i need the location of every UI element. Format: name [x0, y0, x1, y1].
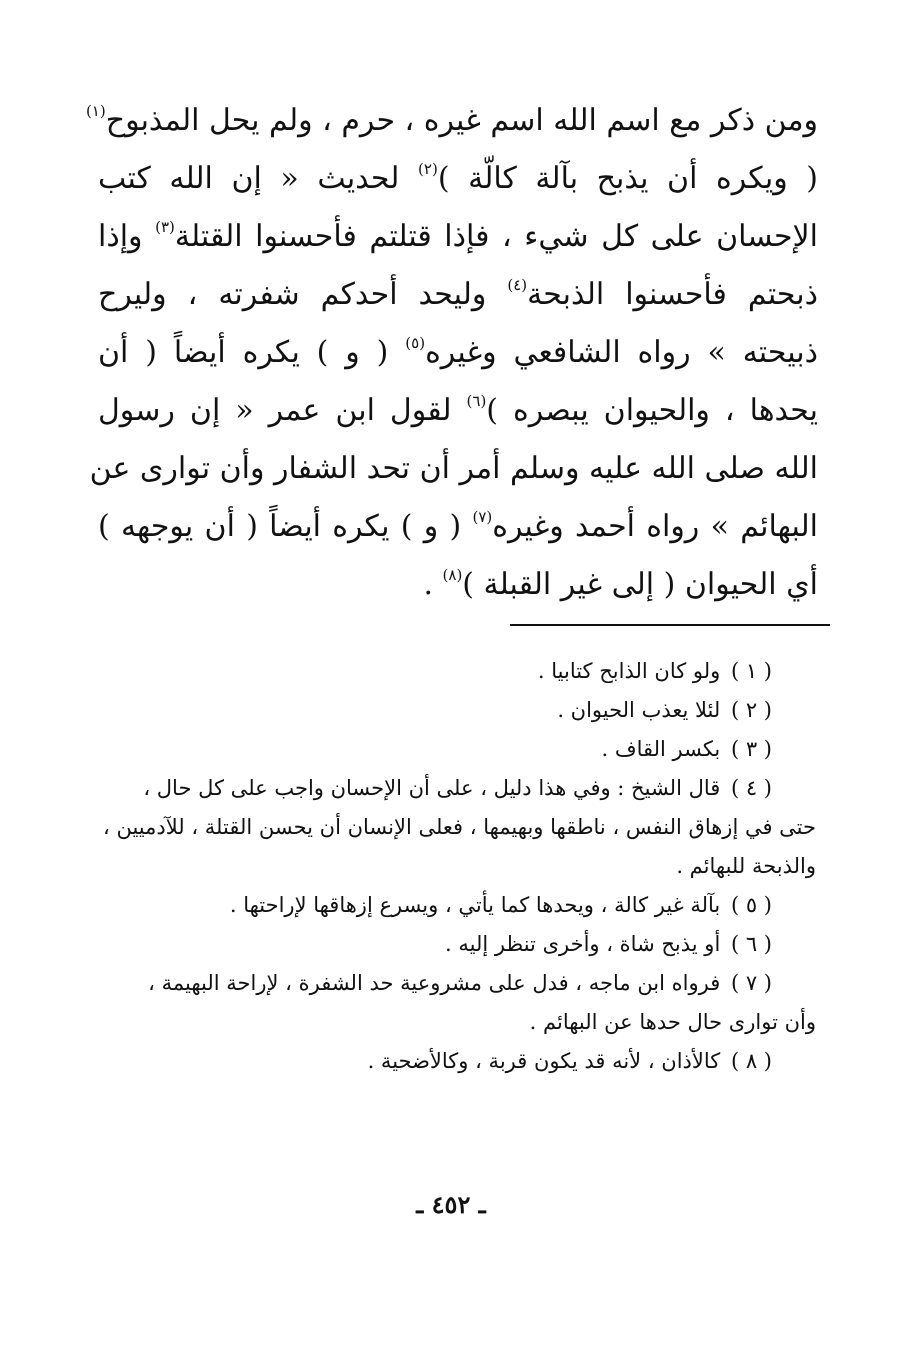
- main-line: [85, 92, 818, 150]
- main-line: [89, 440, 818, 498]
- main-line: [98, 324, 818, 382]
- footnotes: [92, 652, 816, 1081]
- footnote-number: ( ٦ ): [730, 932, 772, 956]
- footnote-number: ( ٧ ): [730, 971, 772, 995]
- main-line: [98, 556, 818, 614]
- footnote: [92, 1042, 816, 1081]
- footnote-number: ( ٢ ): [730, 698, 772, 722]
- line-text-rest: لحديث « إن الله كتب: [98, 161, 419, 196]
- line-text: الإحسان على كل شيء ، فإذا قتلتم فأحسنوا القتلة: [174, 219, 818, 254]
- footnote-continuation: [92, 847, 816, 886]
- line-text-rest: لقول ابن عمر « إن رسول: [98, 393, 467, 428]
- footnote-text: بآلة غير كالة ، ويحدها كما يأتي ، ويسرع إزهاقها لإراحتها .: [229, 893, 721, 917]
- line-text: أي الحيوان ( إلى غير القبلة ): [462, 567, 818, 602]
- line-text-rest: وليحد أحدكم شفرته ، وليرح: [98, 277, 508, 312]
- footnote-ref: (٢): [418, 160, 438, 178]
- footnote-ref: (٨): [442, 566, 463, 584]
- footnote-ref: (٦): [466, 392, 487, 410]
- footnote: [92, 652, 816, 691]
- footnote-text: بكسر القاف .: [601, 737, 721, 761]
- footnote: [92, 886, 816, 925]
- line-text-rest: ( و ) يكره أيضاً ( أن يوجهه ): [98, 509, 473, 544]
- footnote: [92, 769, 816, 808]
- footnote-continuation: [92, 1003, 816, 1042]
- footnote-number: ( ٣ ): [730, 737, 772, 761]
- line-text: البهائم » رواه أحمد وغيره: [492, 509, 819, 544]
- line-text: يحدها ، والحيوان يبصره ): [486, 393, 818, 428]
- footnote: [92, 925, 816, 964]
- line-text: ذبحتم فأحسنوا الذبحة: [527, 277, 818, 312]
- footnote: [92, 691, 816, 730]
- line-text: الله صلى الله عليه وسلم أمر أن تحد الشفار وأن توارى عن: [89, 451, 818, 486]
- footnote-text: لئلا يعذب الحيوان .: [557, 698, 721, 722]
- footnote-number: ( ٤ ): [730, 776, 772, 800]
- line-text: ومن ذكر مع اسم الله اسم غيره ، حرم ، ولم يحل المذبوح: [105, 103, 818, 138]
- footnote-number: ( ١ ): [730, 659, 772, 683]
- main-line: [98, 150, 818, 208]
- line-text-rest: .: [423, 567, 443, 602]
- footnote-ref: (٣): [155, 218, 175, 236]
- line-text: ذبيحته » رواه الشافعي وغيره: [425, 335, 818, 370]
- footnote-text: فرواه ابن ماجه ، فدل على مشروعية حد الشفرة ، لإراحة البهيمة ،: [148, 971, 721, 995]
- main-text: [85, 92, 819, 614]
- main-line: [98, 382, 818, 440]
- footnote-text: والذبحة للبهائم .: [676, 854, 816, 878]
- footnote-ref: (٥): [405, 334, 426, 352]
- main-line: [98, 208, 818, 266]
- footnote-ref: (٤): [507, 276, 528, 294]
- main-line: [98, 266, 818, 324]
- line-text-rest: ( و ) يكره أيضاً ( أن: [98, 335, 406, 370]
- page-number: ـ ٤٥٢ ـ: [416, 1190, 486, 1219]
- footnote-text: حتى في إزهاق النفس ، ناطقها وبهيمها ، فعلى الإنسان أن يحسن القتلة ، للآدميين ،: [103, 815, 816, 839]
- footnote-text: أو يذبح شاة ، وأخرى تنظر إليه .: [445, 932, 721, 956]
- footnote-text: كالأذان ، لأنه قد يكون قربة ، وكالأضحية .: [367, 1049, 721, 1073]
- footnote: [92, 964, 816, 1003]
- footnote-ref: (١): [85, 102, 106, 120]
- footnote: [92, 730, 816, 769]
- footnote-continuation: [92, 808, 816, 847]
- line-text-rest: وإذا: [98, 219, 156, 254]
- footnote-text: وأن توارى حال حدها عن البهائم .: [529, 1010, 816, 1034]
- main-line: [98, 498, 818, 556]
- footnote-ref: (٧): [472, 508, 493, 526]
- footnote-separator: [510, 624, 830, 626]
- footnote-number: ( ٥ ): [730, 893, 772, 917]
- line-text: ( ويكره أن يذبح بآلة كالّة ): [437, 161, 818, 196]
- footnote-number: ( ٨ ): [730, 1049, 772, 1073]
- footnote-text: ولو كان الذابح كتابيا .: [537, 659, 721, 683]
- footnote-text: قال الشيخ : وفي هذا دليل ، على أن الإحسان واجب على كل حال ،: [143, 776, 721, 800]
